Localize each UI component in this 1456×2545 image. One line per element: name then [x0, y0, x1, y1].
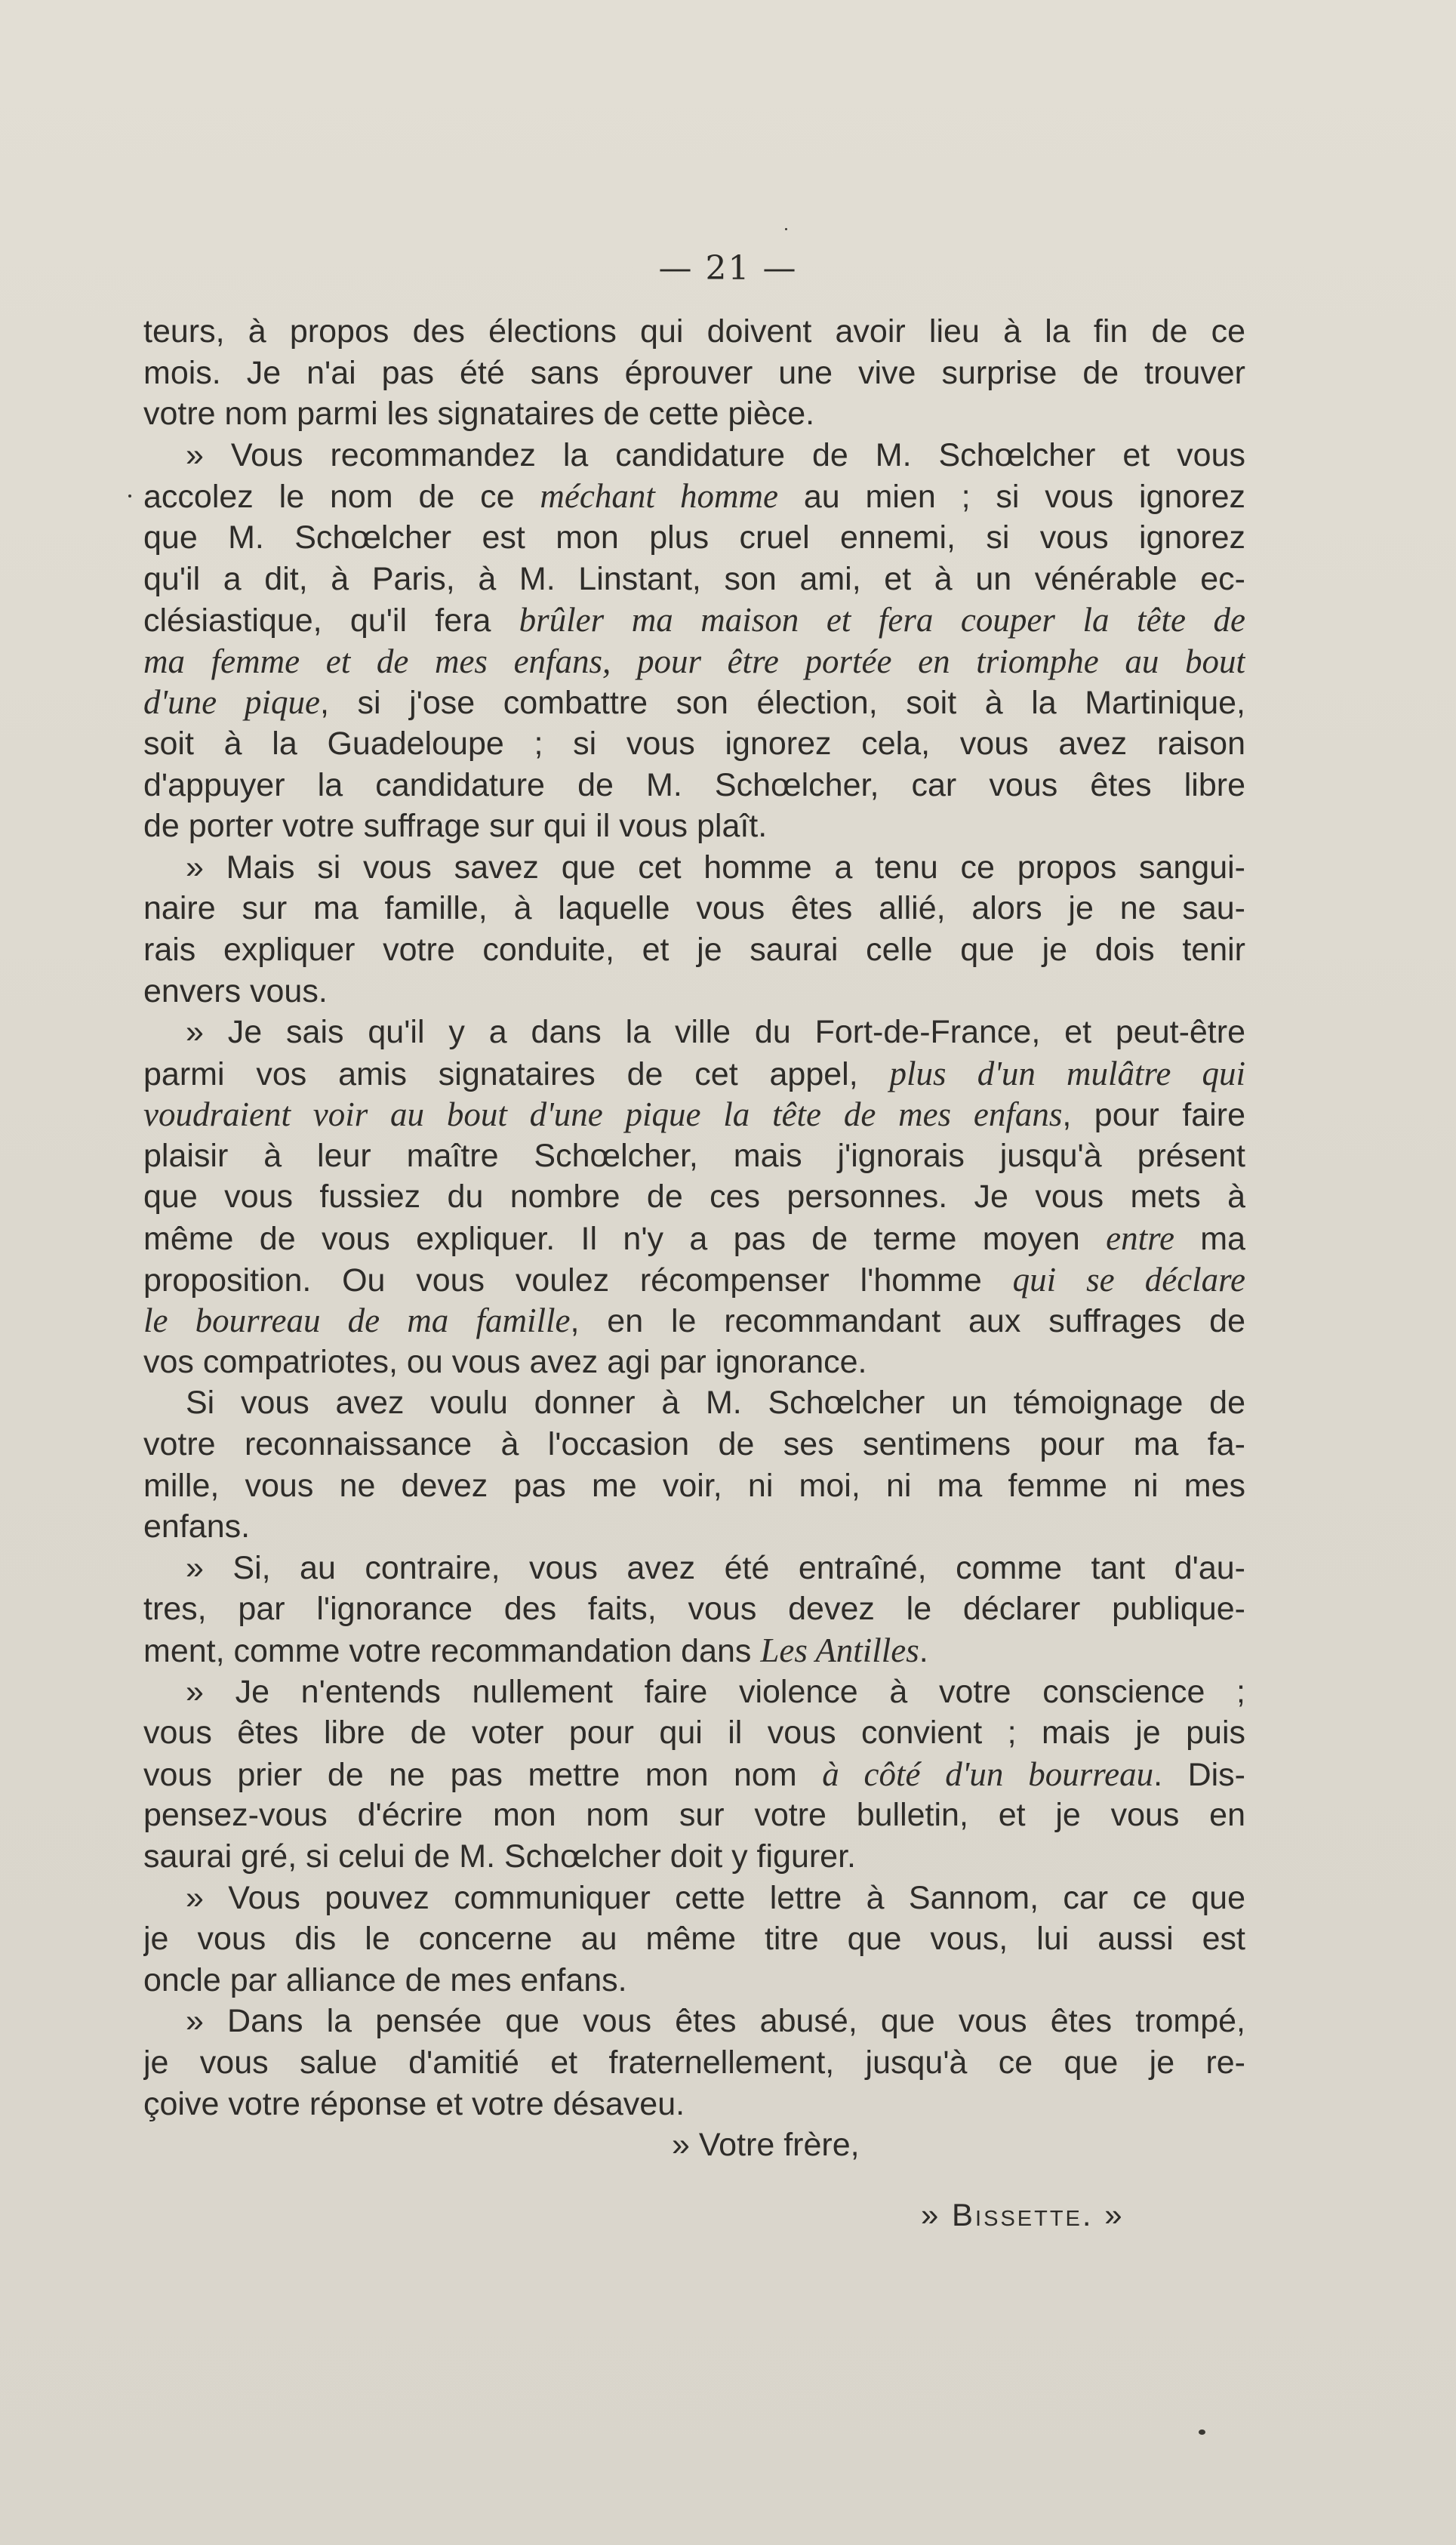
text-line [143, 1342, 1245, 1383]
text-line [143, 1465, 1245, 1507]
text-line [143, 1836, 1245, 1878]
line-text: pensez-vous d'écrire mon nom sur votre bulletin, et je vous en [143, 1797, 1245, 1834]
text-line [143, 1754, 1245, 1795]
line-text: qu'il a dit, à Paris, à M. Linstant, son ami, et à un vénérable ec- [143, 560, 1245, 597]
text-line [143, 1630, 1245, 1672]
text-line [143, 1259, 1245, 1301]
line-text-after: au mien ; si vous ignorez [778, 479, 1245, 516]
line-text: accolez le nom de ce [143, 479, 540, 516]
text-line [143, 971, 1245, 1012]
text-line [143, 1382, 1245, 1424]
line-italic: à côté d'un bourreau [822, 1755, 1154, 1793]
text-line [143, 353, 1245, 394]
line-text: teurs, à propos des élections qui doivent avoir lieu à la fin de ce [143, 313, 1245, 350]
line-text: de porter votre suffrage sur qui il vous plaît. [143, 808, 768, 845]
line-text: votre nom parmi les signataires de cette pièce. [143, 396, 815, 433]
line-text-after: ma [1174, 1221, 1245, 1258]
text-line [143, 641, 1245, 682]
text-line [143, 559, 1245, 600]
line-text: saurai gré, si celui de M. Schœlcher doit y figurer. [143, 1838, 856, 1875]
text-line [143, 929, 1245, 971]
line-text: je vous salue d'amitié et fraternellement, jusqu'à ce que je re- [143, 2044, 1245, 2081]
line-text: plaisir à leur maître Schœlcher, mais j'ignorais jusqu'à présent [143, 1137, 1245, 1174]
text-line [143, 765, 1245, 806]
line-text: parmi vos amis signataires de cet appel, [143, 1055, 890, 1092]
line-text: » Vous recommandez la candidature de M. Schœlcher et vous [186, 436, 1245, 473]
signature-open-quote: » [921, 2197, 953, 2232]
line-italic: méchant homme [540, 477, 778, 516]
text-line [143, 311, 1245, 353]
line-italic: le bourreau de ma famille [143, 1302, 571, 1340]
line-italic: entre [1106, 1219, 1174, 1258]
paper-speck [785, 228, 787, 230]
line-text: » Vous pouvez communiquer cette lettre à Sannom, car ce que [186, 1879, 1245, 1916]
text-line [143, 1795, 1245, 1836]
line-text-after: . Dis- [1153, 1756, 1245, 1793]
text-line [143, 1506, 1245, 1548]
text-line [143, 599, 1245, 641]
line-text: soit à la Guadeloupe ; si vous ignorez cela, vous avez raison [143, 725, 1245, 762]
text-line [143, 723, 1245, 765]
text-line [143, 1300, 1245, 1342]
line-text: mille, vous ne devez pas me voir, ni moi, ni ma femme ni mes [143, 1467, 1245, 1504]
text-line [143, 2084, 1245, 2125]
line-text: » Dans la pensée que vous êtes abusé, que vous êtes trompé, [186, 2003, 1245, 2040]
text-line [143, 1424, 1245, 1465]
line-text: votre reconnaissance à l'occasion de ses sentimens pour ma fa- [143, 1426, 1245, 1463]
line-text: je vous dis le concerne au même titre que vous, lui aussi est [143, 1921, 1245, 1958]
line-text: même de vous expliquer. Il n'y a pas de terme moyen [143, 1221, 1107, 1258]
line-text: naire sur ma famille, à laquelle vous êtes allié, alors je ne sau- [143, 890, 1245, 927]
text-line [143, 2124, 1245, 2166]
line-text: çoive votre réponse et votre désaveu. [143, 2085, 685, 2122]
text-line [143, 806, 1245, 847]
line-text: que M. Schœlcher est mon plus cruel ennemi, si vous ignorez [143, 519, 1245, 556]
signature [921, 2197, 1125, 2233]
paper-speck [128, 495, 131, 498]
text-line [143, 1672, 1245, 1713]
line-text: que vous fussiez du nombre de ces personnes. Je vous mets à [143, 1179, 1245, 1215]
line-italic: Les Antilles [760, 1631, 919, 1669]
line-text: Si vous avez voulu donner à M. Schœlcher un témoignage de [186, 1385, 1245, 1422]
line-text: mois. Je n'ai pas été sans éprouver une vive surprise de trouver [143, 354, 1245, 391]
text-line [143, 1918, 1245, 1960]
line-text: » Si, au contraire, vous avez été entraîné, comme tant d'au- [186, 1549, 1245, 1586]
line-text-after: , pour faire [1062, 1097, 1245, 1134]
line-text-after: , en le recommandant aux suffrages de [570, 1303, 1245, 1340]
line-text: » Je n'entends nullement faire violence à votre conscience ; [186, 1673, 1245, 1710]
text-line [143, 476, 1245, 517]
line-text: vous prier de ne pas mettre mon nom [143, 1756, 823, 1793]
text-line [143, 1135, 1245, 1177]
line-text: enfans. [143, 1508, 251, 1545]
line-text: proposition. Ou vous voulez récompenser l'homme [143, 1262, 1013, 1299]
text-line [143, 1548, 1245, 1589]
text-line [143, 435, 1245, 476]
line-text: clésiastique, qu'il fera [143, 602, 519, 639]
letter-body [143, 311, 1245, 2166]
text-line [143, 1878, 1245, 1919]
text-line [143, 393, 1245, 435]
line-text: » Votre frère, [672, 2127, 860, 2164]
text-line [143, 847, 1245, 889]
text-line [143, 517, 1245, 559]
text-line [143, 1588, 1245, 1630]
line-text: » Mais si vous savez que cet homme a tenu ce propos sangui- [186, 849, 1245, 886]
text-line [143, 888, 1245, 929]
text-line [143, 1960, 1245, 2001]
line-italic: ma femme et de mes enfans, pour être portée en triomphe au bout [143, 642, 1245, 680]
text-line [143, 1053, 1245, 1095]
text-line [143, 1218, 1245, 1259]
line-italic: voudraient voir au bout d'une pique la tête de mes enfans [143, 1095, 1063, 1134]
line-italic: brûler ma maison et fera couper la tête de [519, 601, 1245, 639]
line-text: vos compatriotes, ou vous avez agi par ignorance. [143, 1343, 867, 1380]
line-text: » Je sais qu'il y a dans la ville du Fort-de-France, et peut-être [186, 1014, 1245, 1051]
line-italic: d'une pique [143, 683, 320, 722]
line-text: ment, comme votre recommandation dans [143, 1633, 761, 1669]
text-line [143, 1094, 1245, 1135]
text-line [143, 2001, 1245, 2042]
line-text: oncle par alliance de mes enfans. [143, 1961, 627, 1998]
line-text: envers vous. [143, 972, 328, 1009]
line-text: tres, par l'ignorance des faits, vous devez le déclarer publique- [143, 1591, 1245, 1628]
text-line [143, 682, 1245, 723]
line-italic: qui se déclare [1012, 1260, 1245, 1299]
line-text-after: , si j'ose combattre son élection, soit à la Martinique, [319, 685, 1245, 722]
paper-speck [1199, 2429, 1205, 2435]
text-line [143, 1712, 1245, 1754]
page-number: — 21 — [658, 249, 798, 288]
line-text: rais expliquer votre conduite, et je saurai celle que je dois tenir [143, 931, 1245, 968]
line-text: d'appuyer la candidature de M. Schœlcher, car vous êtes libre [143, 766, 1245, 803]
text-line [143, 1176, 1245, 1218]
text-line [143, 2042, 1245, 2084]
signature-close-quote: . » [1082, 2197, 1125, 2232]
line-italic: plus d'un mulâtre qui [889, 1054, 1245, 1092]
line-text-after: . [919, 1633, 928, 1669]
signature-name: Bissette [952, 2197, 1082, 2232]
line-text: vous êtes libre de voter pour qui il vous convient ; mais je puis [143, 1715, 1245, 1752]
text-line [143, 1012, 1245, 1053]
